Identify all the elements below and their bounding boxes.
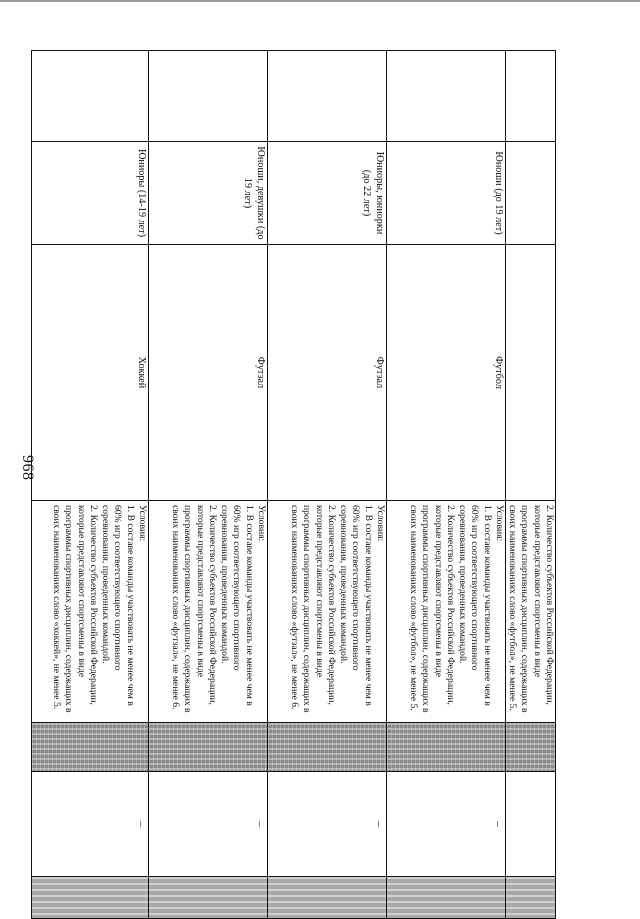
conditions-cell [505, 501, 555, 723]
scan-shading [387, 723, 505, 771]
shaded-cell [386, 723, 505, 772]
conditions-cell [31, 501, 148, 723]
table-row [267, 51, 386, 919]
dash-cell [267, 772, 386, 877]
empty-cell [386, 51, 505, 142]
dash-value: – [491, 821, 504, 827]
scan-shading [506, 877, 555, 918]
dash-value: – [134, 821, 147, 827]
empty-cell [148, 51, 267, 142]
condition-line: Условия: [255, 505, 267, 542]
conditions-cell [148, 501, 267, 723]
shaded-cell [31, 877, 148, 919]
condition-line: 1. В составе команды участвовать не менее чем в 60% игр соответствующего спортивного соревнования, проведенных командой. [457, 505, 493, 706]
conditions-cell [267, 501, 386, 723]
page-number: 968 [19, 455, 36, 481]
shaded-cell [267, 877, 386, 919]
shaded-cell [386, 877, 505, 919]
sports-conditions-table [31, 50, 556, 919]
condition-line: 2. Количество субъектов Российской Федерации, которые представляют спортсмены в виде программы спортивных дисциплин, содержащих в своих наименованиях слово «футбол», не менее 5. [507, 505, 555, 713]
shaded-cell [267, 723, 386, 772]
sport-cell: Футзал [267, 245, 386, 501]
scan-shading [32, 723, 148, 771]
shaded-cell [505, 723, 555, 772]
page-top-edge [0, 0, 640, 2]
age-group-cell: Юниоры, юниорки (до 22 лет) [267, 142, 386, 245]
condition-line: 1. В составе команды участвовать не менее чем в 60% игр соответствующего спортивного соревнования, проведенных командой. [219, 505, 255, 706]
condition-line: 1. В составе команды участвовать не менее чем в 60% игр соответствующего спортивного соревнования, проведенных командой. [338, 505, 374, 706]
dash-value: – [372, 821, 385, 827]
condition-line: Условия: [374, 505, 386, 542]
condition-line: 2. Количество субъектов Российской Федерации, которые представляют спортсмены в виде программы спортивных дисциплин, содержащих в своих наименованиях слово «футбол», не менее 5. [408, 505, 456, 713]
age-group-cell: Юноши, девушки (до 19 лет) [148, 142, 267, 245]
empty-cell [267, 51, 386, 142]
shaded-cell [148, 723, 267, 772]
table-row [505, 51, 555, 919]
condition-line: Условия: [493, 505, 505, 542]
condition-line: 2. Количество субъектов Российской Федерации, которые представляют спортсмены в виде программы спортивных дисциплин, содержащих в своих наименованиях слово «хоккей», не менее 5. [51, 505, 99, 713]
scan-shading [32, 877, 148, 918]
dash-cell [505, 772, 555, 877]
scan-shading [387, 877, 505, 918]
condition-line: 1. В составе команды участвовать не менее чем в 60% игр соответствующего спортивного соревнования, проведенных командой. [100, 505, 136, 706]
sport-cell [505, 245, 555, 501]
condition-line: 2. Количество субъектов Российской Федерации, которые представляют спортсмены в виде программы спортивных дисциплин, содержащих в своих наименованиях слово «футзал», не менее 6. [170, 505, 218, 713]
sport-cell: Футзал [148, 245, 267, 501]
dash-cell [148, 772, 267, 877]
shaded-cell [505, 877, 555, 919]
condition-line: 2. Количество субъектов Российской Федерации, которые представляют спортсмены в виде программы спортивных дисциплин, содержащих в своих наименованиях слово «футзал», не менее 6. [289, 505, 337, 713]
sport-cell: Хоккей [31, 245, 148, 501]
scan-shading [268, 723, 386, 771]
scan-shading [149, 877, 267, 918]
age-group-cell [505, 142, 555, 245]
empty-cell [505, 51, 555, 142]
dash-cell [31, 772, 148, 877]
dash-value: – [253, 821, 266, 827]
shaded-cell [148, 877, 267, 919]
empty-cell [31, 51, 148, 142]
scan-shading [149, 723, 267, 771]
condition-line: Условия: [136, 505, 148, 542]
scan-shading [506, 723, 555, 771]
rotated-table-container [51, 50, 556, 855]
age-group-cell: Юниоры (14-19 лет) [31, 142, 148, 245]
shaded-cell [31, 723, 148, 772]
table-row [148, 51, 267, 919]
scan-shading [268, 877, 386, 918]
table-row [386, 51, 505, 919]
conditions-cell [386, 501, 505, 723]
age-group-cell: Юноши (до 19 лет) [386, 142, 505, 245]
table-row [31, 51, 148, 919]
sport-cell: Футбол [386, 245, 505, 501]
dash-cell [386, 772, 505, 877]
